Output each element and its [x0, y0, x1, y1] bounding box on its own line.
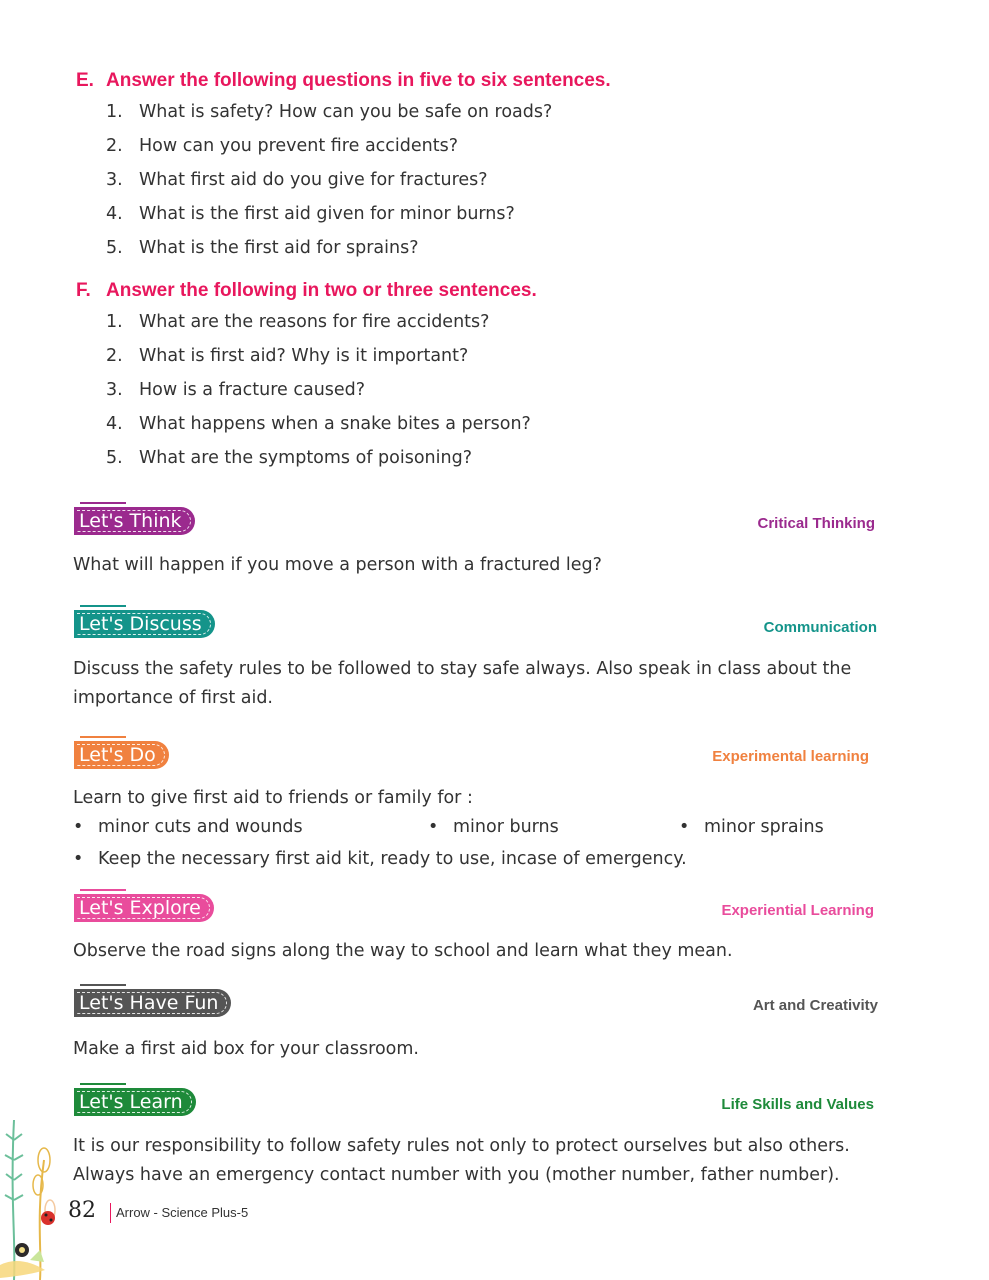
footer-divider: [110, 1203, 111, 1223]
tag-decoration: [80, 1083, 126, 1085]
art-and-creativity-label: Art and Creativity: [752, 997, 878, 1014]
question-item: 2. How can you prevent fire accidents?: [106, 136, 459, 156]
question-item: 5. What are the symptoms of poisoning?: [106, 448, 472, 468]
tag-decoration: [80, 889, 126, 891]
list-item: • Keep the necessary first aid kit, ready to use, incase of emergency.: [73, 849, 687, 869]
lets-learn-tag: Let's Learn: [74, 1088, 196, 1116]
question-item: 4. What happens when a snake bites a person?: [106, 414, 531, 434]
list-item: • minor cuts and wounds: [73, 817, 303, 837]
communication-label: Communication: [763, 619, 877, 636]
page-number: 82: [68, 1198, 96, 1223]
lets-think-tag: Let's Think: [74, 507, 195, 535]
lets-discuss-tag: Let's Discuss: [74, 610, 215, 638]
section-f-heading-text: Answer the following in two or three sentences.: [106, 280, 537, 301]
floral-decoration: [0, 1100, 70, 1280]
question-item: 3. How is a fracture caused?: [106, 380, 366, 400]
question-item: 4. What is the first aid given for minor burns?: [106, 204, 515, 224]
question-item: 5. What is the first aid for sprains?: [106, 238, 419, 258]
list-item: • minor sprains: [679, 817, 824, 837]
tag-decoration: [80, 502, 126, 504]
question-item: 3. What first aid do you give for fractures?: [106, 170, 488, 190]
discuss-text: Discuss the safety rules to be followed to stay safe always. Also speak in class about the importance of first aid.: [73, 659, 852, 708]
learn-text: It is our responsibility to follow safety rules not only to protect ourselves but also others. Always have an emergency contact number with you (mother number, father number).: [73, 1136, 850, 1185]
section-e-heading: [76, 70, 611, 92]
section-f-letter: F.: [76, 280, 91, 301]
think-text: What will happen if you move a person with a fractured leg?: [73, 555, 602, 575]
life-skills-label: Life Skills and Values: [721, 1096, 874, 1113]
tag-decoration: [80, 605, 126, 607]
lets-do-tag: Let's Do: [74, 741, 169, 769]
section-f-heading: [76, 280, 537, 302]
question-item: 1. What is safety? How can you be safe on roads?: [106, 102, 553, 122]
experimental-learning-label: Experimental learning: [712, 748, 869, 765]
section-e-letter: E.: [76, 70, 94, 91]
question-item: 1. What are the reasons for fire accidents?: [106, 312, 490, 332]
tag-decoration: [80, 736, 126, 738]
explore-text: Observe the road signs along the way to school and learn what they mean.: [73, 941, 733, 961]
do-intro: Learn to give first aid to friends or family for :: [73, 788, 473, 808]
book-title: Arrow - Science Plus-5: [116, 1205, 249, 1220]
tag-decoration: [80, 984, 126, 986]
lets-have-fun-tag: Let's Have Fun: [74, 989, 231, 1017]
lets-explore-tag: Let's Explore: [74, 894, 214, 922]
list-item: • minor burns: [428, 817, 559, 837]
question-item: 2. What is first aid? Why is it important?: [106, 346, 469, 366]
section-e-heading-text: Answer the following questions in five to six sentences.: [106, 70, 611, 91]
fun-text: Make a first aid box for your classroom.: [73, 1039, 419, 1059]
critical-thinking-label: Critical Thinking: [757, 515, 875, 532]
experiential-learning-label: Experiential Learning: [721, 902, 874, 919]
